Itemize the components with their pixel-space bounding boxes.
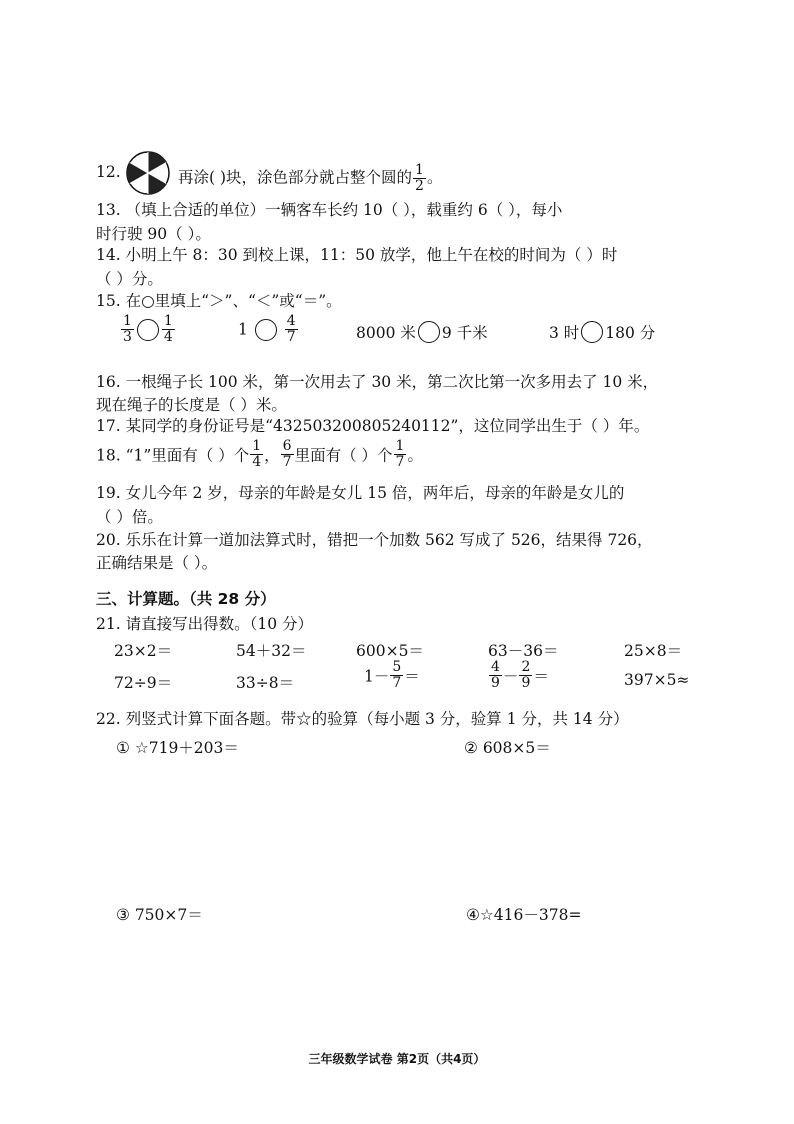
q15-item-3: 8000 米 9 千米 [356, 321, 488, 343]
q20-line2: 正确结果是（ ）。 [96, 554, 218, 572]
q22-item-4: ④☆416－378= [466, 906, 582, 924]
q21-title: 21. 请直接写出得数。（10 分） [96, 615, 313, 633]
q12-text: 再涂( )块，涂色部分就占整个圆的 $\frac{1}{2}$ 。 [178, 162, 443, 194]
q21-r1-c4: 63－36＝ [488, 642, 559, 660]
q15-item-2: 1 $\frac{4}{7}$ [238, 313, 296, 345]
section-3-heading: 三、计算题。（共 28 分） [96, 590, 276, 608]
shaded-circle-figure [125, 150, 171, 196]
q14-line1: 14. 小明上午 8：30 到校上课，11：50 放学，他上午在校的时间为（ ）时 [96, 246, 618, 264]
q21-r2-c3: 1－ $\frac{5}{7}$ ＝ [364, 659, 420, 691]
q12-fraction: $\frac{1}{2}$ [415, 162, 424, 194]
compare-circle[interactable] [255, 319, 277, 341]
q22-item-1: ① ☆719＋203＝ [116, 739, 239, 757]
q13-line2: 时行驶 90（ ）。 [96, 225, 211, 243]
q13-line1: 13. （填上合适的单位）一辆客车长约 10（ ），载重约 6（ ），每小 [96, 201, 563, 219]
q22-item-2: ② 608×5＝ [464, 739, 551, 757]
q21-r2-c5: 397×5≈ [624, 671, 690, 689]
q15-item-4: 3 时 180 分 [549, 321, 655, 343]
compare-circle[interactable] [418, 321, 440, 343]
q21-r1-c3: 600×5＝ [356, 642, 424, 660]
q21-r2-c2: 33÷8＝ [236, 674, 295, 692]
q17-line1: 17. 某同学的身份证号是“432503200805240112”，这位同学出生于（ ）年。 [96, 417, 650, 435]
page-footer: 三年级数学试卷 第2页（共4页） [308, 1052, 486, 1066]
q15-title: 15. 在○里填上“＞”、“＜”或“＝”。 [96, 292, 342, 310]
q20-line1: 20. 乐乐在计算一道加法算式时，错把一个加数 562 写成了 526，结果得 726， [96, 531, 653, 549]
q22-title: 22. 列竖式计算下面各题。带☆的验算（每小题 3 分，验算 1 分，共 14 分） [96, 710, 629, 728]
q12-number: 12. [96, 163, 121, 181]
q14-line2: （ ）分。 [96, 270, 163, 288]
q18-line: 18. “1”里面有（ ）个 $\frac{1}{4}$ ， $\frac{6}{7}$ 里面有（ ）个 $\frac{1}{7}$ 。 [96, 438, 423, 470]
compare-circle[interactable] [137, 319, 159, 341]
compare-circle[interactable] [581, 321, 603, 343]
q15-item-1: $\frac{1}{3}$ $\frac{1}{4}$ [123, 313, 173, 345]
q21-r1-c5: 25×8＝ [624, 642, 683, 660]
q16-line2: 现在绳子的长度是（ ）米。 [96, 396, 287, 414]
q21-r1-c2: 54＋32＝ [236, 642, 307, 660]
q16-line1: 16. 一根绳子长 100 米，第一次用去了 30 米，第二次比第一次多用去了 10 米， [96, 373, 659, 391]
q21-r2-c1: 72÷9＝ [114, 674, 173, 692]
q21-r2-c4: $\frac{4}{9}$ － $\frac{2}{9}$ ＝ [491, 659, 549, 691]
q21-r1-c1: 23×2＝ [114, 642, 173, 660]
q22-item-3: ③ 750×7＝ [116, 906, 203, 924]
q19-line2: （ ）倍。 [96, 508, 163, 526]
q19-line1: 19. 女儿今年 2 岁，母亲的年龄是女儿 15 倍，两年后，母亲的年龄是女儿的 [96, 484, 625, 502]
